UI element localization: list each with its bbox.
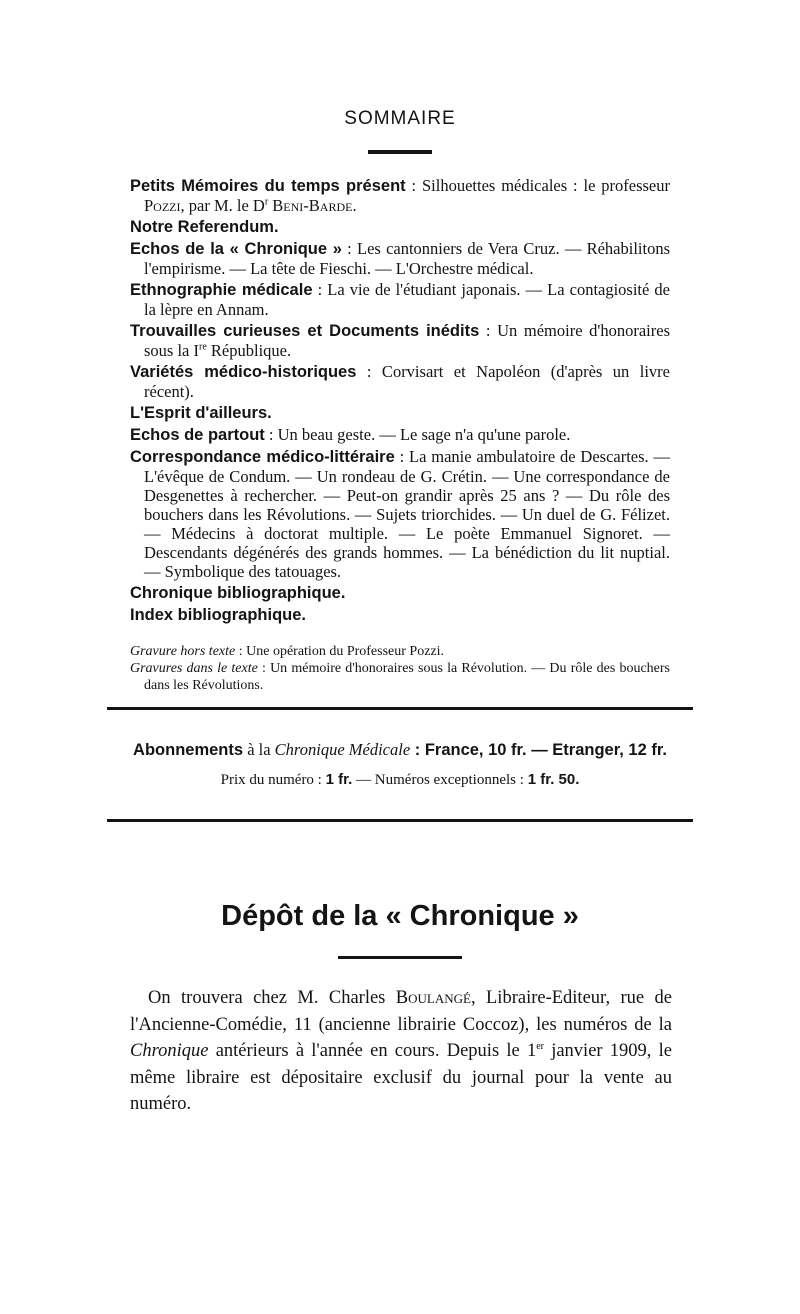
toc-heading: Ethnographie médicale bbox=[130, 281, 313, 299]
toc-text: : Silhouettes médicales : le professeur bbox=[405, 176, 670, 195]
depot-text: , Libraire-Editeur, rue de l'Ancienne-Comédie, 11 (ancienne librairie Coccoz), les numéros de la bbox=[130, 988, 672, 1035]
depot-text: On trouvera chez M. Charles bbox=[148, 988, 396, 1008]
depot-sup: er bbox=[536, 1040, 544, 1052]
price-label: Prix du numéro : bbox=[220, 772, 326, 788]
toc-text: , par M. le D bbox=[180, 196, 265, 215]
section-divider-bottom bbox=[107, 819, 693, 822]
toc-entry bbox=[130, 447, 670, 581]
toc-text: : Les cantonniers de Vera Cruz. — Réhabilitons l'empirisme. — La tête de Fieschi. — L'Orchestre médical. bbox=[144, 239, 670, 278]
toc-heading: Index bibliographique. bbox=[130, 606, 307, 624]
engraving-entry bbox=[130, 660, 670, 694]
section-divider-top bbox=[107, 707, 693, 710]
page-title: SOMMAIRE bbox=[344, 108, 456, 129]
engraving-text: : Une opération du Professeur Pozzi. bbox=[235, 644, 445, 659]
depot-text: antérieurs à l'année en cours. Depuis le 1 bbox=[208, 1041, 537, 1061]
toc-heading: Chronique bibliographique. bbox=[130, 584, 346, 602]
toc-text: République. bbox=[206, 341, 292, 360]
engraving-label: Gravures dans le texte bbox=[130, 661, 258, 676]
engraving-text: : Un mémoire d'honoraires sous la Révolution. — Du rôle des bouchers dans les Révolutions. bbox=[144, 661, 670, 693]
toc-heading: L'Esprit d'ailleurs. bbox=[130, 404, 272, 422]
depot-divider bbox=[338, 956, 462, 959]
price-value: 1 fr. bbox=[325, 771, 353, 788]
toc-entry bbox=[130, 605, 670, 625]
title-divider bbox=[368, 150, 432, 154]
depot-name: Boulangé bbox=[395, 988, 471, 1008]
toc-heading: Trouvailles curieuses et Documents inédits bbox=[130, 322, 480, 340]
subscriptions-prefix: à la bbox=[243, 740, 275, 759]
depot-paragraph bbox=[130, 985, 672, 1118]
depot-journal: Chronique bbox=[130, 1041, 209, 1061]
toc-text: . bbox=[352, 196, 357, 215]
subscriptions-label: Abonnements bbox=[133, 741, 244, 759]
toc-heading: Variétés médico-historiques bbox=[130, 363, 357, 381]
toc-entry bbox=[130, 362, 670, 401]
price-label-special: — Numéros exceptionnels : bbox=[352, 772, 528, 788]
table-of-contents bbox=[130, 176, 670, 627]
toc-sup: re bbox=[199, 341, 207, 353]
depot-title: Dépôt de la « Chronique » bbox=[221, 900, 579, 932]
toc-text: : Un beau geste. — Le sage n'a qu'une parole. bbox=[264, 425, 571, 444]
depot-text: janvier 1909, le même libraire est dépositaire exclusif du journal pour la vente au numéro. bbox=[130, 1041, 673, 1114]
toc-sup: r bbox=[264, 196, 269, 208]
price-value-special: 1 fr. 50. bbox=[527, 771, 580, 788]
toc-text: : La manie ambulatoire de Descartes. — L'évêque de Condum. — Un rondeau de G. Crétin. — Une correspondance de Desgenettes à rechercher. — Peut-on grandir après 25 ans ? — Du rôle des bouchers dans les Révolutions. — Sujets triorchides. — Un duel de G. Félizet. — Médecins à doctorat multiple. — Le poète Emmanuel Signoret. — Descendants dégénérés des grands hommes. — La bénédiction du lit nuptial. — Symbolique des tatouages. bbox=[144, 447, 670, 581]
toc-text: : Corvisart et Napoléon (d'après un livre récent). bbox=[144, 362, 670, 401]
subscriptions-prices: : France, 10 fr. — Etranger, 12 fr. bbox=[410, 741, 667, 759]
toc-entry bbox=[130, 321, 670, 360]
toc-heading: Echos de la « Chronique » bbox=[130, 240, 342, 258]
toc-entry bbox=[130, 239, 670, 278]
subscriptions-line bbox=[0, 740, 800, 760]
toc-entry bbox=[130, 176, 670, 215]
toc-heading: Notre Referendum. bbox=[130, 218, 279, 236]
toc-author: Pozzi bbox=[144, 196, 181, 215]
engraving-entry bbox=[130, 643, 670, 660]
subscriptions-journal: Chronique Médicale bbox=[274, 740, 411, 759]
toc-entry bbox=[130, 425, 670, 445]
toc-entry bbox=[130, 280, 670, 319]
toc-entry bbox=[130, 217, 670, 237]
toc-text: : La vie de l'étudiant japonais. — La contagiosité de la lèpre en Annam. bbox=[144, 280, 670, 319]
engraving-label: Gravure hors texte bbox=[130, 644, 236, 659]
toc-heading: Echos de partout bbox=[130, 426, 265, 444]
toc-entry bbox=[130, 583, 670, 603]
toc-heading: Correspondance médico-littéraire bbox=[130, 448, 395, 466]
price-line bbox=[0, 771, 800, 789]
toc-heading: Petits Mémoires du temps présent bbox=[130, 177, 406, 195]
toc-text: : Un mémoire d'honoraires sous la I bbox=[144, 321, 671, 360]
engravings-list bbox=[130, 643, 670, 694]
toc-entry bbox=[130, 403, 670, 423]
toc-author: Beni-Barde bbox=[272, 196, 353, 215]
